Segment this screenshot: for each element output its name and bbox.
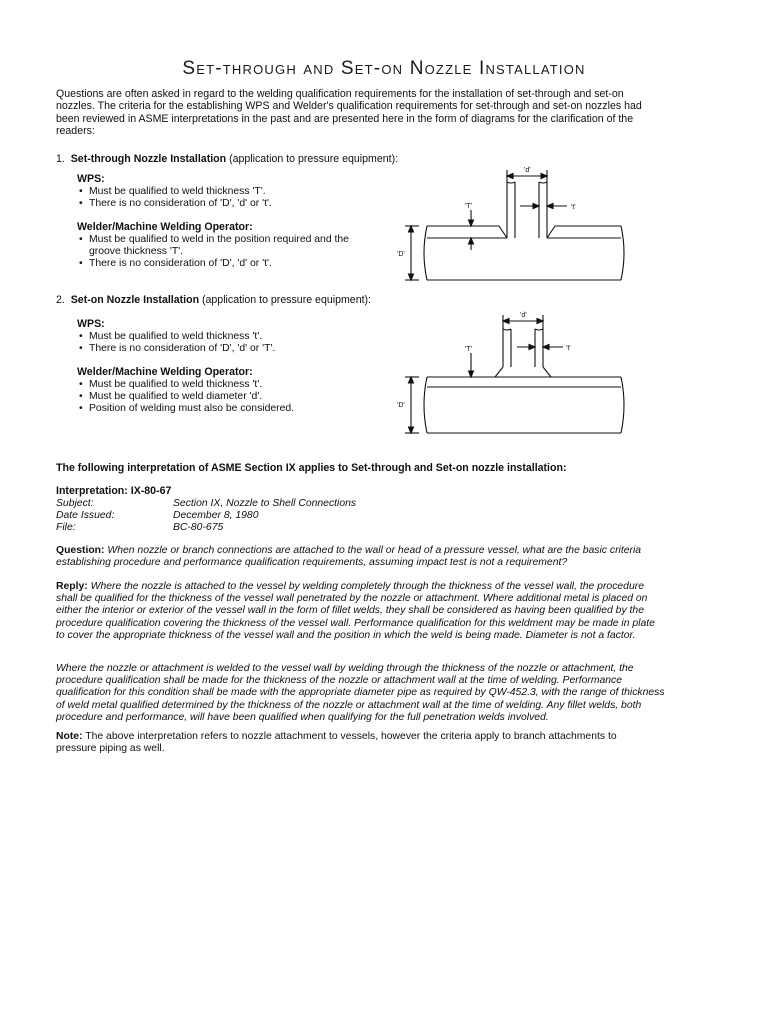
list-item: • There is no consideration of 'D', 'd' or 't'. — [89, 258, 379, 270]
section1-note: (application to pressure equipment): — [229, 153, 399, 165]
section1-heading — [56, 153, 398, 165]
section1-wps-label: WPS: — [77, 173, 105, 185]
list-item: • Position of welding must also be considered. — [89, 403, 389, 415]
reply-paragraph — [56, 581, 666, 642]
list-item: • Must be qualified to weld thickness 'T'. — [89, 186, 389, 198]
section2-heading — [56, 294, 371, 306]
section2-title: Set-on Nozzle Installation — [70, 294, 200, 306]
diagram1-label-T: 'T' — [465, 203, 472, 210]
note-text: The above interpretation refers to nozzle attachment to vessels, however the criteria apply to branch attachments to pressure piping as well. — [56, 731, 617, 755]
section1-welder-list — [77, 234, 379, 271]
reply-text: Where the nozzle is attached to the vessel by welding completely through the thickness of the vessel wall, the procedure shall be qualified for the thickness of the vessel wall penetrated by the nozzle or attachment. Where additional metal is placed on either the interior or exterior of the vessel wall in the form of fillet welds, they shall be considered as having been qualified by the procedure qualification covering the thickness of the vessel wall. Performance qualification for this weldment may be made in plate to cover the appropriate thickness of the vessel wall and the position in which the weld is being made. Diameter is not a factor. — [56, 581, 655, 641]
note-label: Note: — [56, 731, 83, 742]
section2-wps-label: WPS: — [77, 318, 105, 330]
applies-statement: The following interpretation of ASME Section IX applies to Set-through and Set-on nozzle installation: — [56, 462, 567, 474]
list-item: • There is no consideration of 'D', 'd' or 't'. — [89, 198, 389, 210]
diagram2-label-D: 'D' — [397, 402, 405, 409]
list-item: • Must be qualified to weld thickness 't'. — [89, 379, 389, 391]
section1-welder-label: Welder/Machine Welding Operator: — [77, 221, 253, 233]
question-text: When nozzle or branch connections are attached to the wall or head of a pressure vessel, what are the basic criteria establishing procedure and performance qualification requirements, assuming impact test is not a requirement? — [56, 545, 642, 569]
diagram2-label-T: 'T' — [465, 346, 472, 353]
diagram2-label-d: 'd' — [520, 312, 527, 319]
question-label: Question: — [56, 545, 105, 556]
section2-welder-list — [77, 379, 389, 416]
section1-number: 1. — [56, 153, 65, 165]
section1-wps-list — [77, 186, 389, 210]
section2-number: 2. — [56, 294, 65, 306]
reply-second-paragraph: Where the nozzle or attachment is welded to the vessel wall by welding through the thickness of the nozzle or attachment, the procedure qualification shall be made for the thickness of the nozzle or attachment wall at the time of welding. Performance qualification for this condition shall be made with the appropriate diameter pipe as required by QW-452.3, with the range of thickness of weld metal qualified determined by the thickness of the nozzle or attachment wall at the time of welding. Any fillet welds, both procedure and performance, will have been qualified when qualifying for the full penetration welds involved. — [56, 663, 665, 723]
meta-value-date: December 8, 1980 — [173, 510, 259, 521]
question-paragraph — [56, 545, 666, 569]
diagram1-label-d: 'd' — [524, 167, 531, 174]
meta-key-file: File: — [56, 522, 76, 533]
meta-key-date: Date Issued: — [56, 510, 115, 521]
meta-key-subject: Subject: — [56, 498, 94, 509]
diagram1-label-D: 'D' — [397, 251, 405, 258]
list-item: • Must be qualified to weld diameter 'd'. — [89, 391, 389, 403]
section1-title: Set-through Nozzle Installation — [70, 153, 227, 165]
diagram2-label-t: 't' — [566, 345, 571, 352]
diagram1-label-t: 't' — [571, 204, 576, 211]
section2-note: (application to pressure equipment): — [202, 294, 372, 306]
list-item: • Must be qualified to weld in the position required and the groove thickness 'T'. — [89, 234, 379, 258]
list-item: • There is no consideration of 'D', 'd' or 'T'. — [89, 343, 389, 355]
meta-value-file: BC-80-675 — [173, 522, 224, 533]
intro-paragraph: Questions are often asked in regard to the welding qualification requirements for the installation of set-through and set-on nozzles. The criteria for the establishing WPS and Welder's qualification requirements for set-through and set-on nozzles had been reviewed in ASME interpretations in the past and are presented here in the form of diagrams for the clarification of the readers: — [56, 88, 642, 138]
page-title: Set-through and Set-on Nozzle Installation — [182, 58, 586, 79]
interpretation-label: Interpretation: IX-80-67 — [56, 485, 172, 497]
meta-value-subject: Section IX, Nozzle to Shell Connections — [173, 498, 357, 509]
section2-wps-list — [77, 331, 389, 355]
reply-label: Reply: — [56, 581, 88, 592]
set-through-nozzle-diagram — [395, 160, 635, 295]
list-item: • Must be qualified to weld thickness 't'. — [89, 331, 389, 343]
set-on-nozzle-diagram — [395, 305, 635, 440]
section2-welder-label: Welder/Machine Welding Operator: — [77, 366, 253, 378]
note-paragraph — [56, 731, 656, 755]
